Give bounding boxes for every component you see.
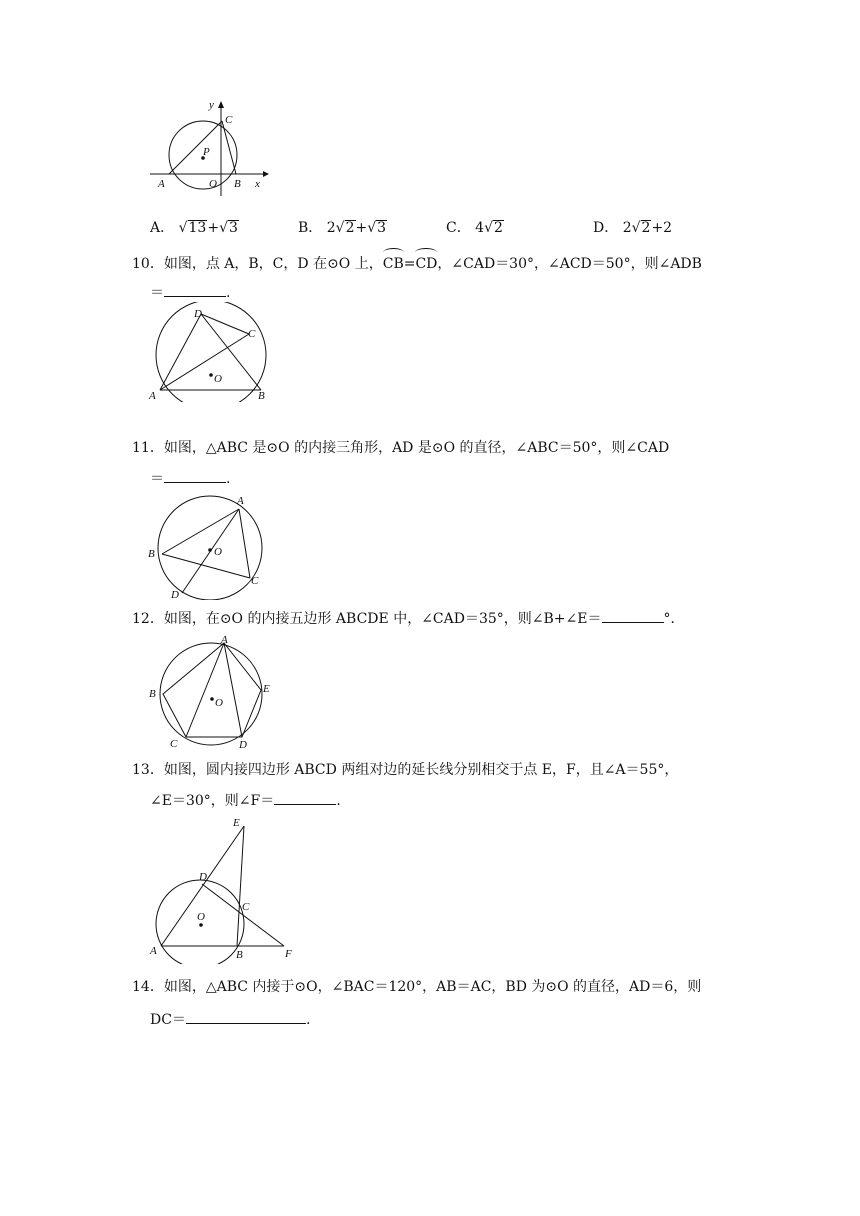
q9-option-c: C． 4√2: [446, 220, 503, 236]
point-f-label: F: [285, 948, 292, 960]
q14-line-1: 14．如图，△ABC 内接于⊙O，∠BAC＝120°，AB＝AC，BD 为⊙O 的直径，AD＝6，则: [132, 979, 702, 995]
point-d-label: D: [194, 308, 202, 320]
point-c-label: C: [170, 738, 178, 750]
x-axis-label: x: [255, 178, 260, 190]
answer-blank[interactable]: [602, 608, 664, 623]
q9-option-a: A． √13+√3: [150, 220, 238, 236]
q12-line-1: 12．如图，在⊙O 的内接五边形 ABCDE 中，∠CAD＝35°，则∠B+∠E＝ °．: [132, 608, 685, 629]
q9-figure: [145, 98, 270, 198]
point-p-label: P: [203, 146, 210, 158]
point-d-label: D: [239, 739, 247, 751]
q9-option-d: D． 2√2+2: [593, 220, 673, 236]
q14-line-2: DC＝ .: [150, 1009, 310, 1030]
point-a-label: A: [158, 178, 165, 190]
point-c-label: C: [225, 114, 233, 126]
point-e-label: E: [233, 817, 240, 829]
point-a-label: A: [221, 634, 228, 646]
q9-option-b: B． 2√2+√3: [298, 220, 387, 236]
y-axis-label: y: [209, 99, 214, 111]
point-c-label: C: [248, 328, 256, 340]
q12-figure: [145, 633, 280, 751]
point-o-label: O: [214, 546, 222, 558]
q11-line-1: 11．如图，△ABC 是⊙O 的内接三角形，AD 是⊙O 的直径，∠ABC＝50°，则∠CAD: [132, 440, 670, 456]
point-o-label: O: [215, 697, 223, 709]
q11-line-2: ＝ .: [150, 468, 230, 489]
q13-line-2: ∠E＝30°，则∠F＝ .: [150, 790, 341, 811]
point-e-label: E: [263, 683, 270, 695]
q10-line-2: ＝ .: [150, 282, 230, 303]
q10-figure: [145, 302, 275, 402]
point-a-label: A: [237, 495, 244, 507]
point-b-label: B: [258, 390, 265, 402]
point-o-label: O: [209, 178, 217, 190]
q10-line-1: 10．如图，点 A，B，C，D 在⊙O 上，CB=CD，∠CAD＝30°，∠ACD＝50°，则∠ADB: [132, 250, 702, 274]
point-d-label: D: [199, 871, 207, 883]
q13-line-1: 13．如图，圆内接四边形 ABCD 两组对边的延长线分别相交于点 E，F，且∠A＝55°，: [132, 762, 679, 778]
q13-figure: [145, 814, 305, 964]
point-a-label: A: [150, 945, 157, 957]
point-c-label: C: [242, 901, 250, 913]
answer-blank[interactable]: [164, 282, 226, 297]
answer-blank[interactable]: [164, 468, 226, 483]
point-o-label: O: [197, 911, 205, 923]
point-d-label: D: [171, 589, 179, 600]
point-o-label: O: [214, 373, 222, 385]
point-b-label: B: [148, 548, 155, 560]
q11-figure: [145, 492, 270, 600]
point-c-label: C: [251, 575, 259, 587]
answer-blank[interactable]: [274, 790, 336, 805]
point-b-label: B: [149, 688, 156, 700]
point-b-label: B: [236, 949, 243, 961]
answer-blank[interactable]: [186, 1009, 306, 1024]
point-b-label: B: [234, 178, 241, 190]
point-a-label: A: [149, 390, 156, 402]
